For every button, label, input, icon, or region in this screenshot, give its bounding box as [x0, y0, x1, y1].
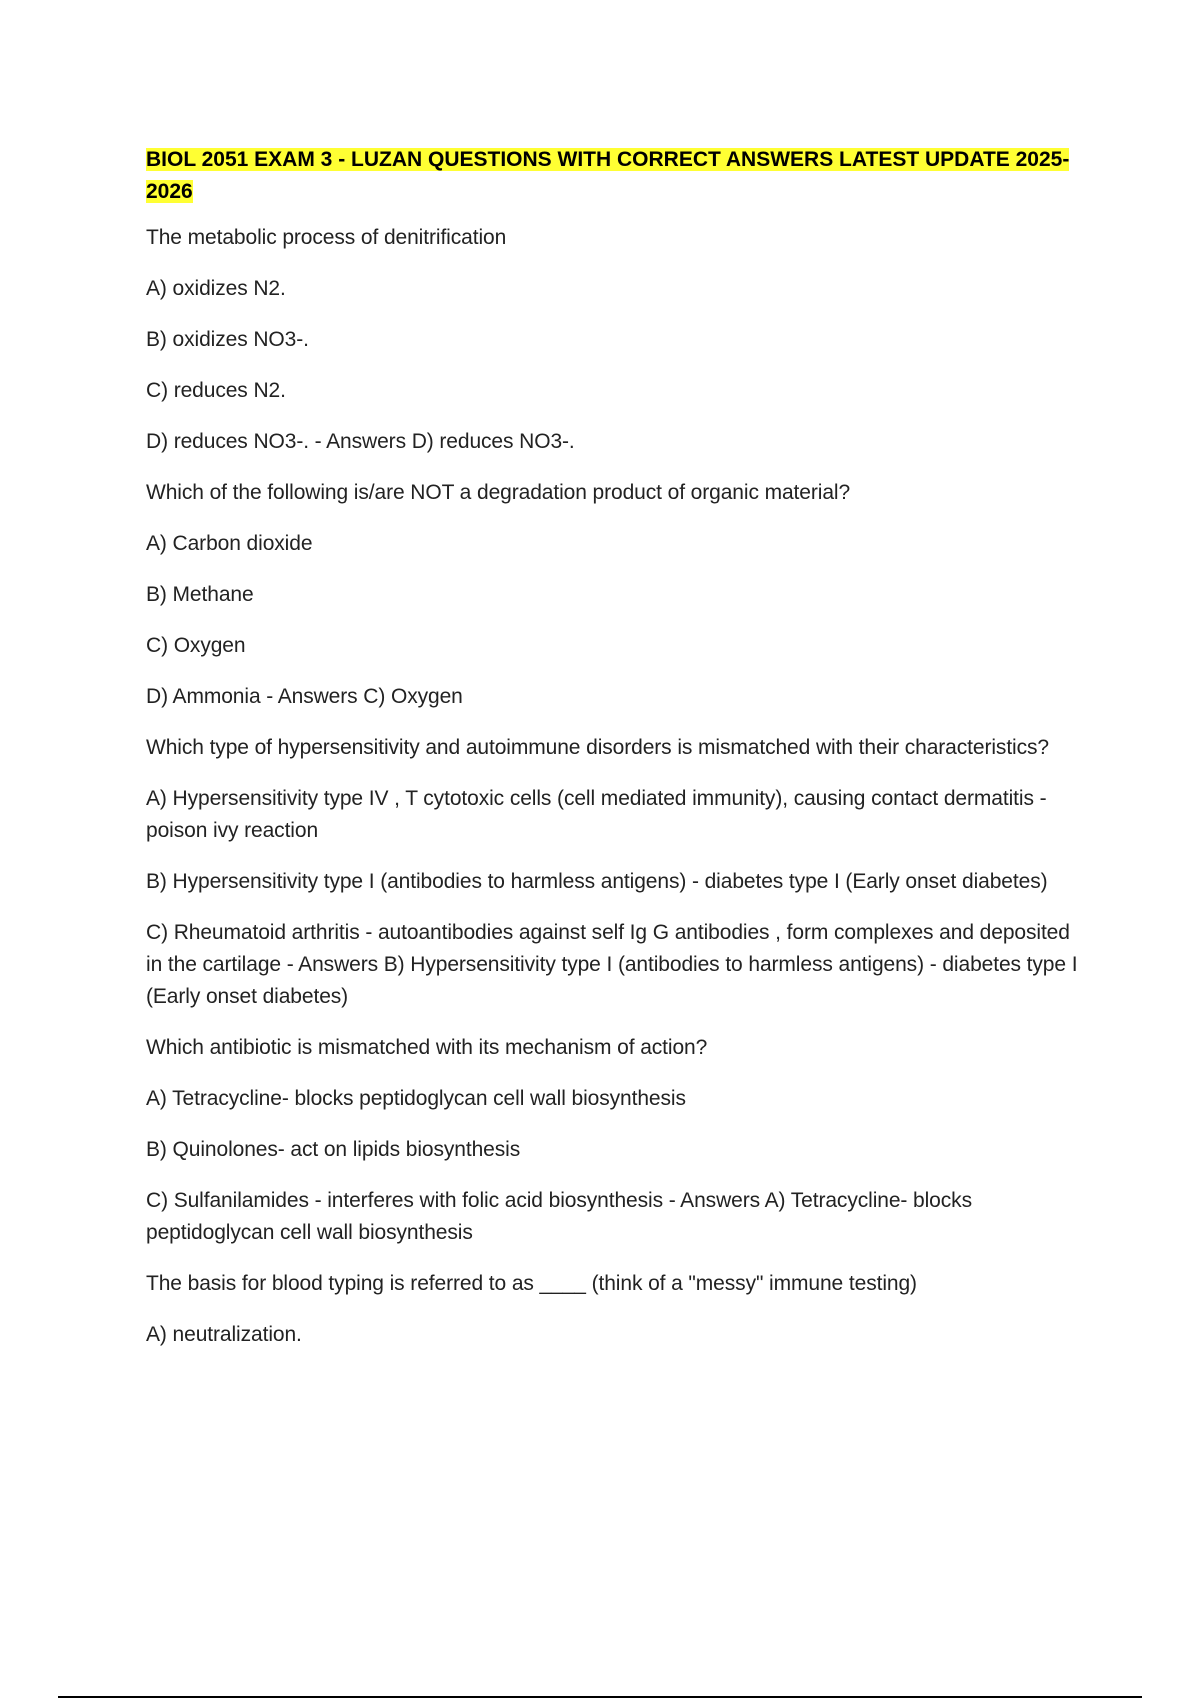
question-5-option-a: A) neutralization. — [146, 1323, 302, 1346]
document-title — [146, 144, 1086, 208]
question-1-option-c: C) reduces N2. — [146, 379, 286, 402]
document-title-text: BIOL 2051 EXAM 3 - LUZAN QUESTIONS WITH CORRECT ANSWERS LATEST UPDATE 2025-2026 — [146, 148, 1070, 203]
question-1-option-b: B) oxidizes NO3-. — [146, 328, 309, 351]
question-1: The metabolic process of denitrification — [146, 226, 507, 249]
question-3-option-b: B) Hypersensitivity type I (antibodies to harmless antigens) - diabetes type I (Early onset diabetes) — [146, 870, 1048, 893]
question-3-option-c-answer: C) Rheumatoid arthritis - autoantibodies against self Ig G antibodies , form complexes and deposited in the cartilage - Answers B) Hypersensitivity type I (antibodies to harmless antigens) - diabetes type I (Early onset diabetes) — [146, 921, 1078, 1008]
footer-divider — [58, 1696, 1142, 1698]
question-1-option-d-answer: D) reduces NO3-. - Answers D) reduces NO3-. — [146, 430, 575, 453]
question-4: Which antibiotic is mismatched with its mechanism of action? — [146, 1036, 708, 1059]
question-4-option-a: A) Tetracycline- blocks peptidoglycan cell wall biosynthesis — [146, 1087, 686, 1110]
question-3: Which type of hypersensitivity and autoimmune disorders is mismatched with their characteristics? — [146, 736, 1050, 759]
question-4-option-b: B) Quinolones- act on lipids biosynthesis — [146, 1138, 521, 1161]
question-5: The basis for blood typing is referred to as ____ (think of a "messy" immune testing) — [146, 1272, 917, 1295]
question-2-option-d-answer: D) Ammonia - Answers C) Oxygen — [146, 685, 463, 708]
document-page — [146, 144, 1086, 1370]
question-2-option-a: A) Carbon dioxide — [146, 532, 313, 555]
question-4-option-c-answer: C) Sulfanilamides - interferes with folic acid biosynthesis - Answers A) Tetracycline- blocks peptidoglycan cell wall biosynthesis — [146, 1189, 972, 1244]
question-2: Which of the following is/are NOT a degradation product of organic material? — [146, 481, 851, 504]
question-2-option-b: B) Methane — [146, 583, 254, 606]
question-3-option-a: A) Hypersensitivity type IV , T cytotoxic cells (cell mediated immunity), causing contact dermatitis - poison ivy reaction — [146, 787, 1047, 842]
question-1-option-a: A) oxidizes N2. — [146, 277, 286, 300]
question-2-option-c: C) Oxygen — [146, 634, 246, 657]
